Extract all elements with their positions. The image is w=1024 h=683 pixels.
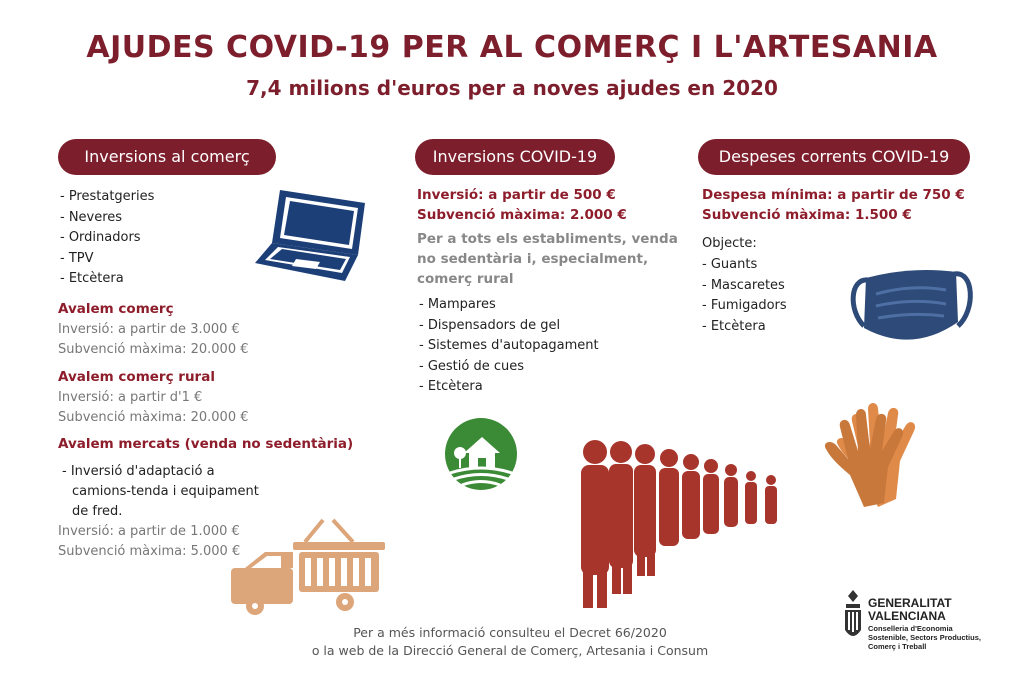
logo-dept-2: Sostenible, Sectors Productius, <box>868 633 981 642</box>
gloves-icon <box>820 395 940 510</box>
col3-objecte-label: Objecte: <box>702 236 757 251</box>
list-item: - TPV <box>60 250 94 266</box>
avalem-rural-heading: Avalem comerç rural <box>58 369 215 385</box>
avalem-mercats-heading: Avalem mercats (venda no sedentària) <box>58 436 354 452</box>
col1-items-list <box>60 187 154 290</box>
list-item: - Mascaretes <box>702 277 785 293</box>
list-item: - Etcètera <box>419 379 483 394</box>
avalem-mercats-inversio: Inversió: a partir de 1.000 € <box>58 524 240 539</box>
page-subtitle: 7,4 milions d'euros per a noves ajudes en 2020 <box>246 76 778 100</box>
avalem-comerc-heading: Avalem comerç <box>58 301 174 317</box>
face-mask-icon <box>846 250 976 355</box>
footer-line2: o la web de la Direcció General de Comerç, Artesania i Consum <box>311 643 709 658</box>
list-item: - Sistemes d'autopagament <box>419 338 599 353</box>
col2-desc-line3: comerç rural <box>417 271 514 287</box>
col3-despesa: Despesa mínima: a partir de 750 € <box>702 187 965 203</box>
list-item: - Gestió de cues <box>419 358 525 374</box>
avalem-mercats-subvencio: Subvenció màxima: 5.000 € <box>58 544 241 559</box>
list-item: - Neveres <box>60 209 123 225</box>
footer-line1: Per a més informació consulteu el Decret 66/2020 <box>353 625 667 640</box>
col2-items-list <box>419 295 599 398</box>
col3-subvencio: Subvenció màxima: 1.500 € <box>702 207 912 223</box>
rural-house-icon <box>444 417 518 491</box>
footer-info <box>300 624 720 660</box>
list-item: - Dispensadors de gel <box>419 317 561 333</box>
delivery-cart-icon <box>225 512 395 617</box>
logo-dept-1: Conselleria d'Economia <box>868 624 953 633</box>
logo-name-2: VALENCIANA <box>868 609 946 623</box>
page-title: AJUDES COVID-19 PER AL COMERÇ I L'ARTESANIA <box>86 30 938 65</box>
pill-inversions-comerc: Inversions al comerç <box>58 139 276 175</box>
avalem-rural-subvencio: Subvenció màxima: 20.000 € <box>58 410 249 425</box>
avalem-comerc-inversio: Inversió: a partir de 3.000 € <box>58 322 240 337</box>
col3-items-list <box>702 255 787 337</box>
list-item: - Prestatgeries <box>60 189 155 204</box>
avalem-mercats-line1: - Inversió d'adaptació a <box>62 464 215 479</box>
list-item: - Mampares <box>419 297 496 312</box>
pill-despeses-corrents: Despeses corrents COVID-19 <box>698 139 970 175</box>
logo-name-1: GENERALITAT <box>868 596 952 610</box>
avalem-rural-inversio: Inversió: a partir d'1 € <box>58 390 203 405</box>
col2-desc-line2: no sedentària i, especialment, <box>417 251 649 267</box>
pill-inversions-covid: Inversions COVID-19 <box>415 139 615 175</box>
avalem-comerc-subvencio: Subvenció màxima: 20.000 € <box>58 342 249 357</box>
laptop-icon <box>250 185 375 285</box>
list-item: - Ordinadors <box>60 230 141 245</box>
avalem-mercats-line2: camions-tenda i equipament <box>72 484 259 499</box>
list-item: - Etcètera <box>702 318 766 334</box>
logo-dept-3: Comerç i Treball <box>868 642 927 651</box>
queue-people-icon <box>555 440 795 610</box>
list-item: - Etcètera <box>60 271 124 286</box>
list-item: - Fumigadors <box>702 298 787 313</box>
generalitat-emblem-icon <box>842 590 864 642</box>
list-item: - Guants <box>702 257 758 272</box>
col2-inversio: Inversió: a partir de 500 € <box>417 187 616 203</box>
col2-subvencio: Subvenció màxima: 2.000 € <box>417 207 627 223</box>
avalem-mercats-line3: de fred. <box>72 504 123 519</box>
col2-desc-line1: Per a tots els establiments, venda <box>417 231 678 247</box>
